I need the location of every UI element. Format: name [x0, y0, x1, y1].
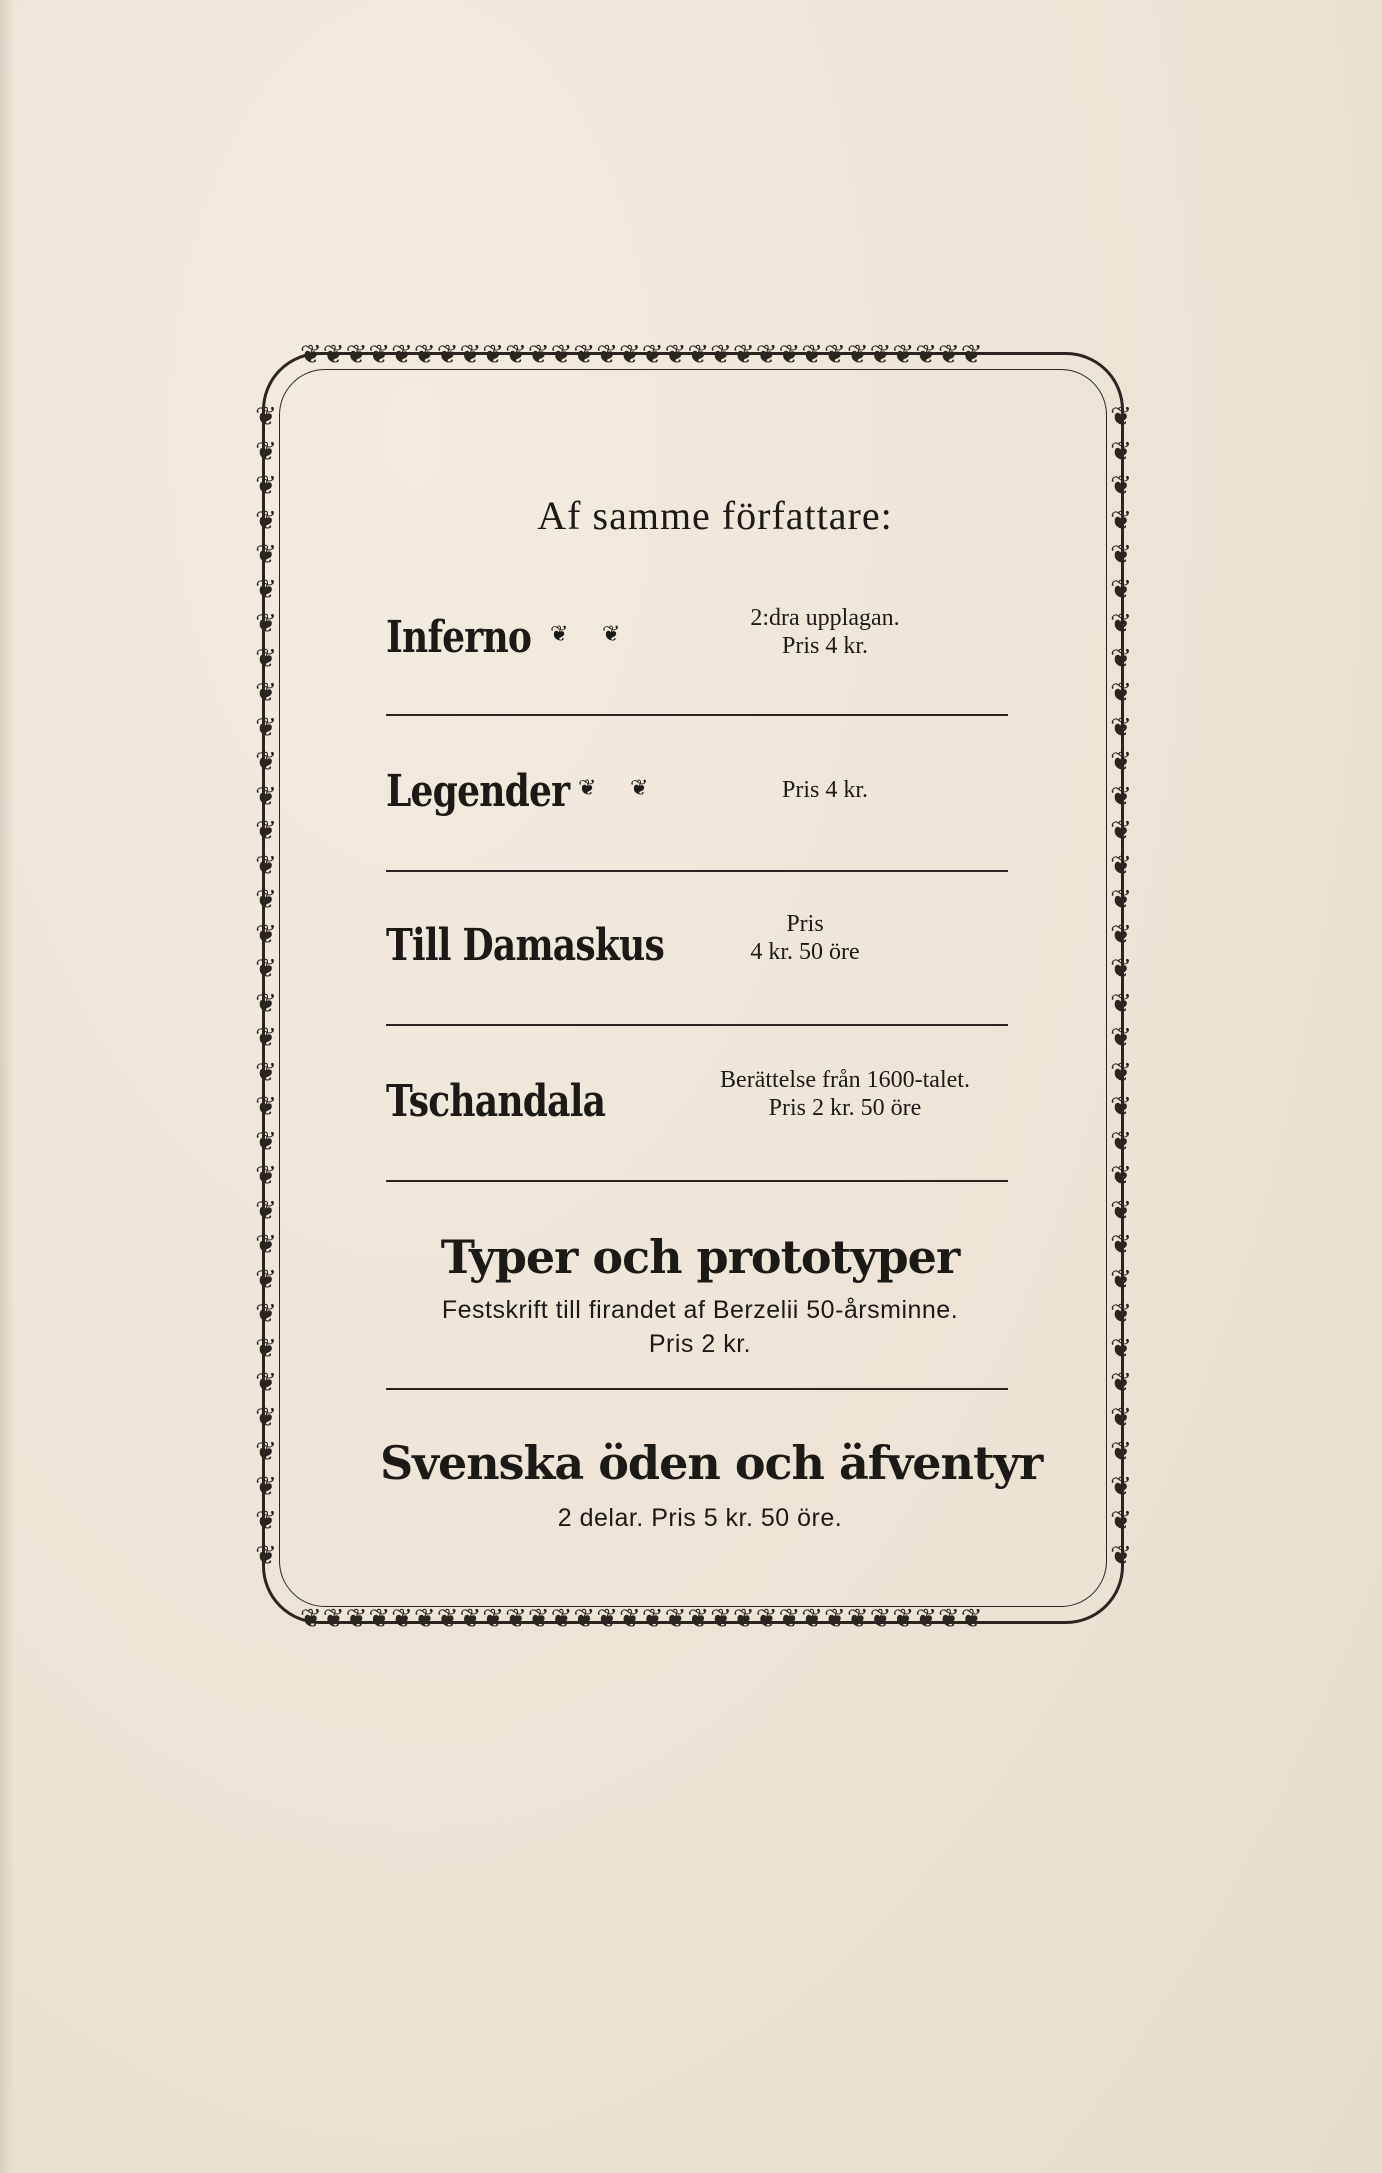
book-title-svenska-oden: Svenska öden och äfventyr: [380, 1436, 1043, 1490]
price-text: Pris 4 kr.: [781, 777, 868, 803]
leaf-ornament-icon: ❦: [550, 622, 569, 647]
price-text: Pris 4 kr.: [781, 633, 868, 659]
edition-note: 2:dra upplagan.: [750, 605, 900, 631]
book-title-till-damaskus: Till Damaskus: [386, 920, 664, 971]
book-subtitle-svenska-oden: 2 delar. Pris 5 kr. 50 öre.: [557, 1504, 843, 1532]
divider-rule: [386, 1388, 1008, 1390]
leaf-ornament-icon: ❦: [602, 622, 621, 647]
ornamental-frame: [262, 352, 1124, 1624]
book-description: Berättelse från 1600-talet.: [720, 1067, 970, 1093]
book-title-typer-och-prototyper: Typer och prototyper: [440, 1230, 960, 1284]
frame-inner-line: [279, 369, 1107, 1607]
book-price-till-damaskus: [710, 910, 900, 966]
book-price-tschandala: [680, 1066, 1010, 1122]
page-spine-shadow: [0, 0, 14, 2173]
book-price-legender: [710, 776, 940, 804]
divider-rule: [386, 870, 1008, 872]
book-price-inferno: [710, 604, 940, 660]
divider-rule: [386, 1180, 1008, 1182]
leaf-ornament-icon: ❦: [578, 776, 597, 801]
price-text: Pris 2 kr. 50 öre: [768, 1095, 922, 1121]
price-text: 4 kr. 50 öre: [750, 939, 860, 965]
page-heading: Af samme författare:: [537, 493, 893, 538]
divider-rule: [386, 1024, 1008, 1026]
book-title-tschandala: Tschandala: [386, 1076, 606, 1127]
book-subtitle-festskrift: Festskrift till firandet af Berzelii 50-årsminne.: [441, 1296, 959, 1324]
price-label: Pris: [786, 911, 824, 937]
divider-rule: [386, 714, 1008, 716]
book-title-inferno: Inferno: [386, 612, 532, 663]
border-left-leaves: ❦ ❦ ❦ ❦ ❦ ❦ ❦ ❦ ❦ ❦ ❦ ❦ ❦ ❦ ❦ ❦ ❦ ❦ ❦ ❦ ❦ ❦ ❦ ❦ ❦ ❦ ❦ ❦ ❦ ❦ ❦ ❦ ❦ ❦: [255, 402, 277, 1571]
book-title-legender: Legender: [386, 766, 570, 817]
book-price-typer: Pris 2 kr.: [648, 1330, 752, 1358]
border-bottom-leaves: ❦❦❦❦❦❦❦❦❦❦❦❦❦❦❦❦❦❦❦❦❦❦❦❦❦❦❦❦❦❦: [300, 1606, 984, 1632]
leaf-ornament-icon: ❦: [630, 776, 649, 801]
border-right-leaves: ❦ ❦ ❦ ❦ ❦ ❦ ❦ ❦ ❦ ❦ ❦ ❦ ❦ ❦ ❦ ❦ ❦ ❦ ❦ ❦ ❦ ❦ ❦ ❦ ❦ ❦ ❦ ❦ ❦ ❦ ❦ ❦ ❦ ❦: [1110, 402, 1132, 1571]
border-top-leaves: ❦❦❦❦❦❦❦❦❦❦❦❦❦❦❦❦❦❦❦❦❦❦❦❦❦❦❦❦❦❦: [300, 342, 984, 368]
